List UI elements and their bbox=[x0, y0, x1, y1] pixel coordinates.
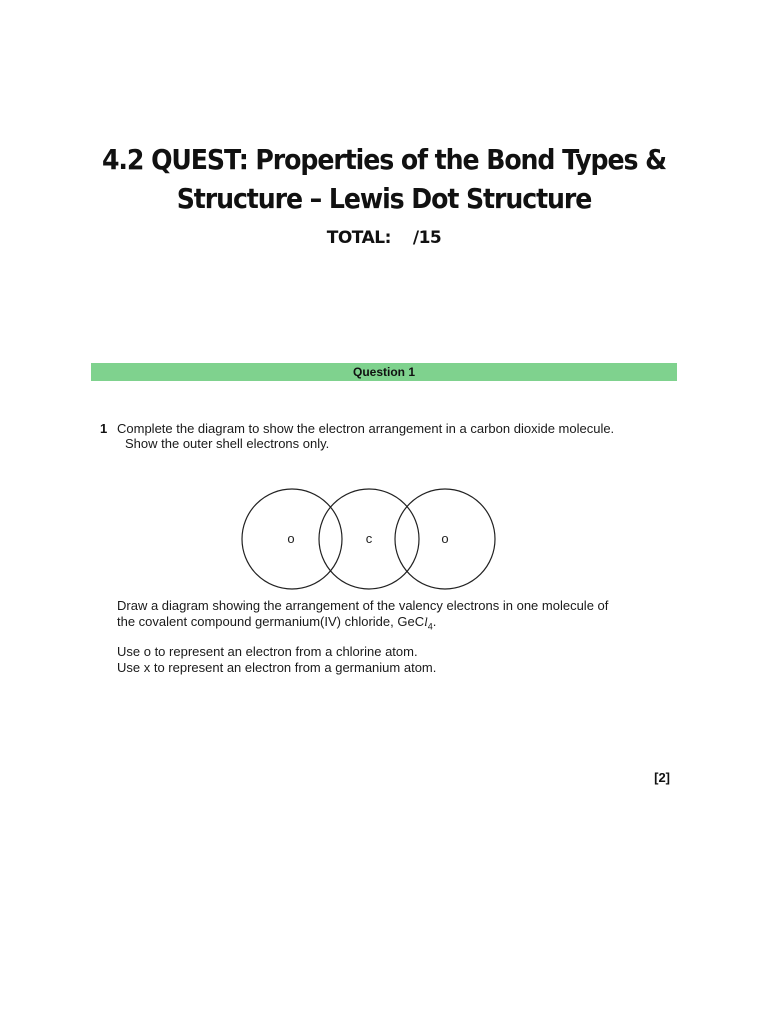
legend-chlorine: Use o to represent an electron from a chlorine atom. bbox=[117, 644, 418, 659]
total-score bbox=[0, 228, 768, 248]
total-value: /15 bbox=[412, 228, 442, 248]
title-line-2: Structure – Lewis Dot Structure bbox=[176, 182, 592, 215]
part-b-line-2: the covalent compound germanium(IV) chloride, GeCl$_4$. bbox=[117, 614, 437, 632]
atom-label-o-right: o bbox=[441, 531, 449, 546]
co2-diagram bbox=[230, 486, 510, 592]
atom-label-o-left: o bbox=[287, 531, 295, 546]
title-line-1: 4.2 QUEST: Properties of the Bond Types & bbox=[101, 143, 667, 176]
question-line-1: Complete the diagram to show the electron arrangement in a carbon dioxide molecule. bbox=[117, 421, 615, 436]
legend-germanium: Use x to represent an electron from a germanium atom. bbox=[117, 660, 437, 675]
question-line-2: Show the outer shell electrons only. bbox=[125, 436, 330, 451]
part-b-instructions bbox=[117, 598, 608, 635]
part-b-legend bbox=[117, 644, 436, 676]
part-b-line-1: Draw a diagram showing the arrangement of the valency electrons in one molecule of bbox=[117, 598, 609, 613]
atom-label-c: c bbox=[365, 531, 373, 546]
page-title bbox=[92, 140, 675, 218]
question-header-bar: Question 1 bbox=[91, 363, 677, 381]
marks-label: [2] bbox=[654, 770, 670, 785]
question-number: 1 bbox=[100, 421, 108, 436]
total-label: TOTAL: bbox=[326, 228, 391, 248]
question-text bbox=[117, 421, 614, 451]
